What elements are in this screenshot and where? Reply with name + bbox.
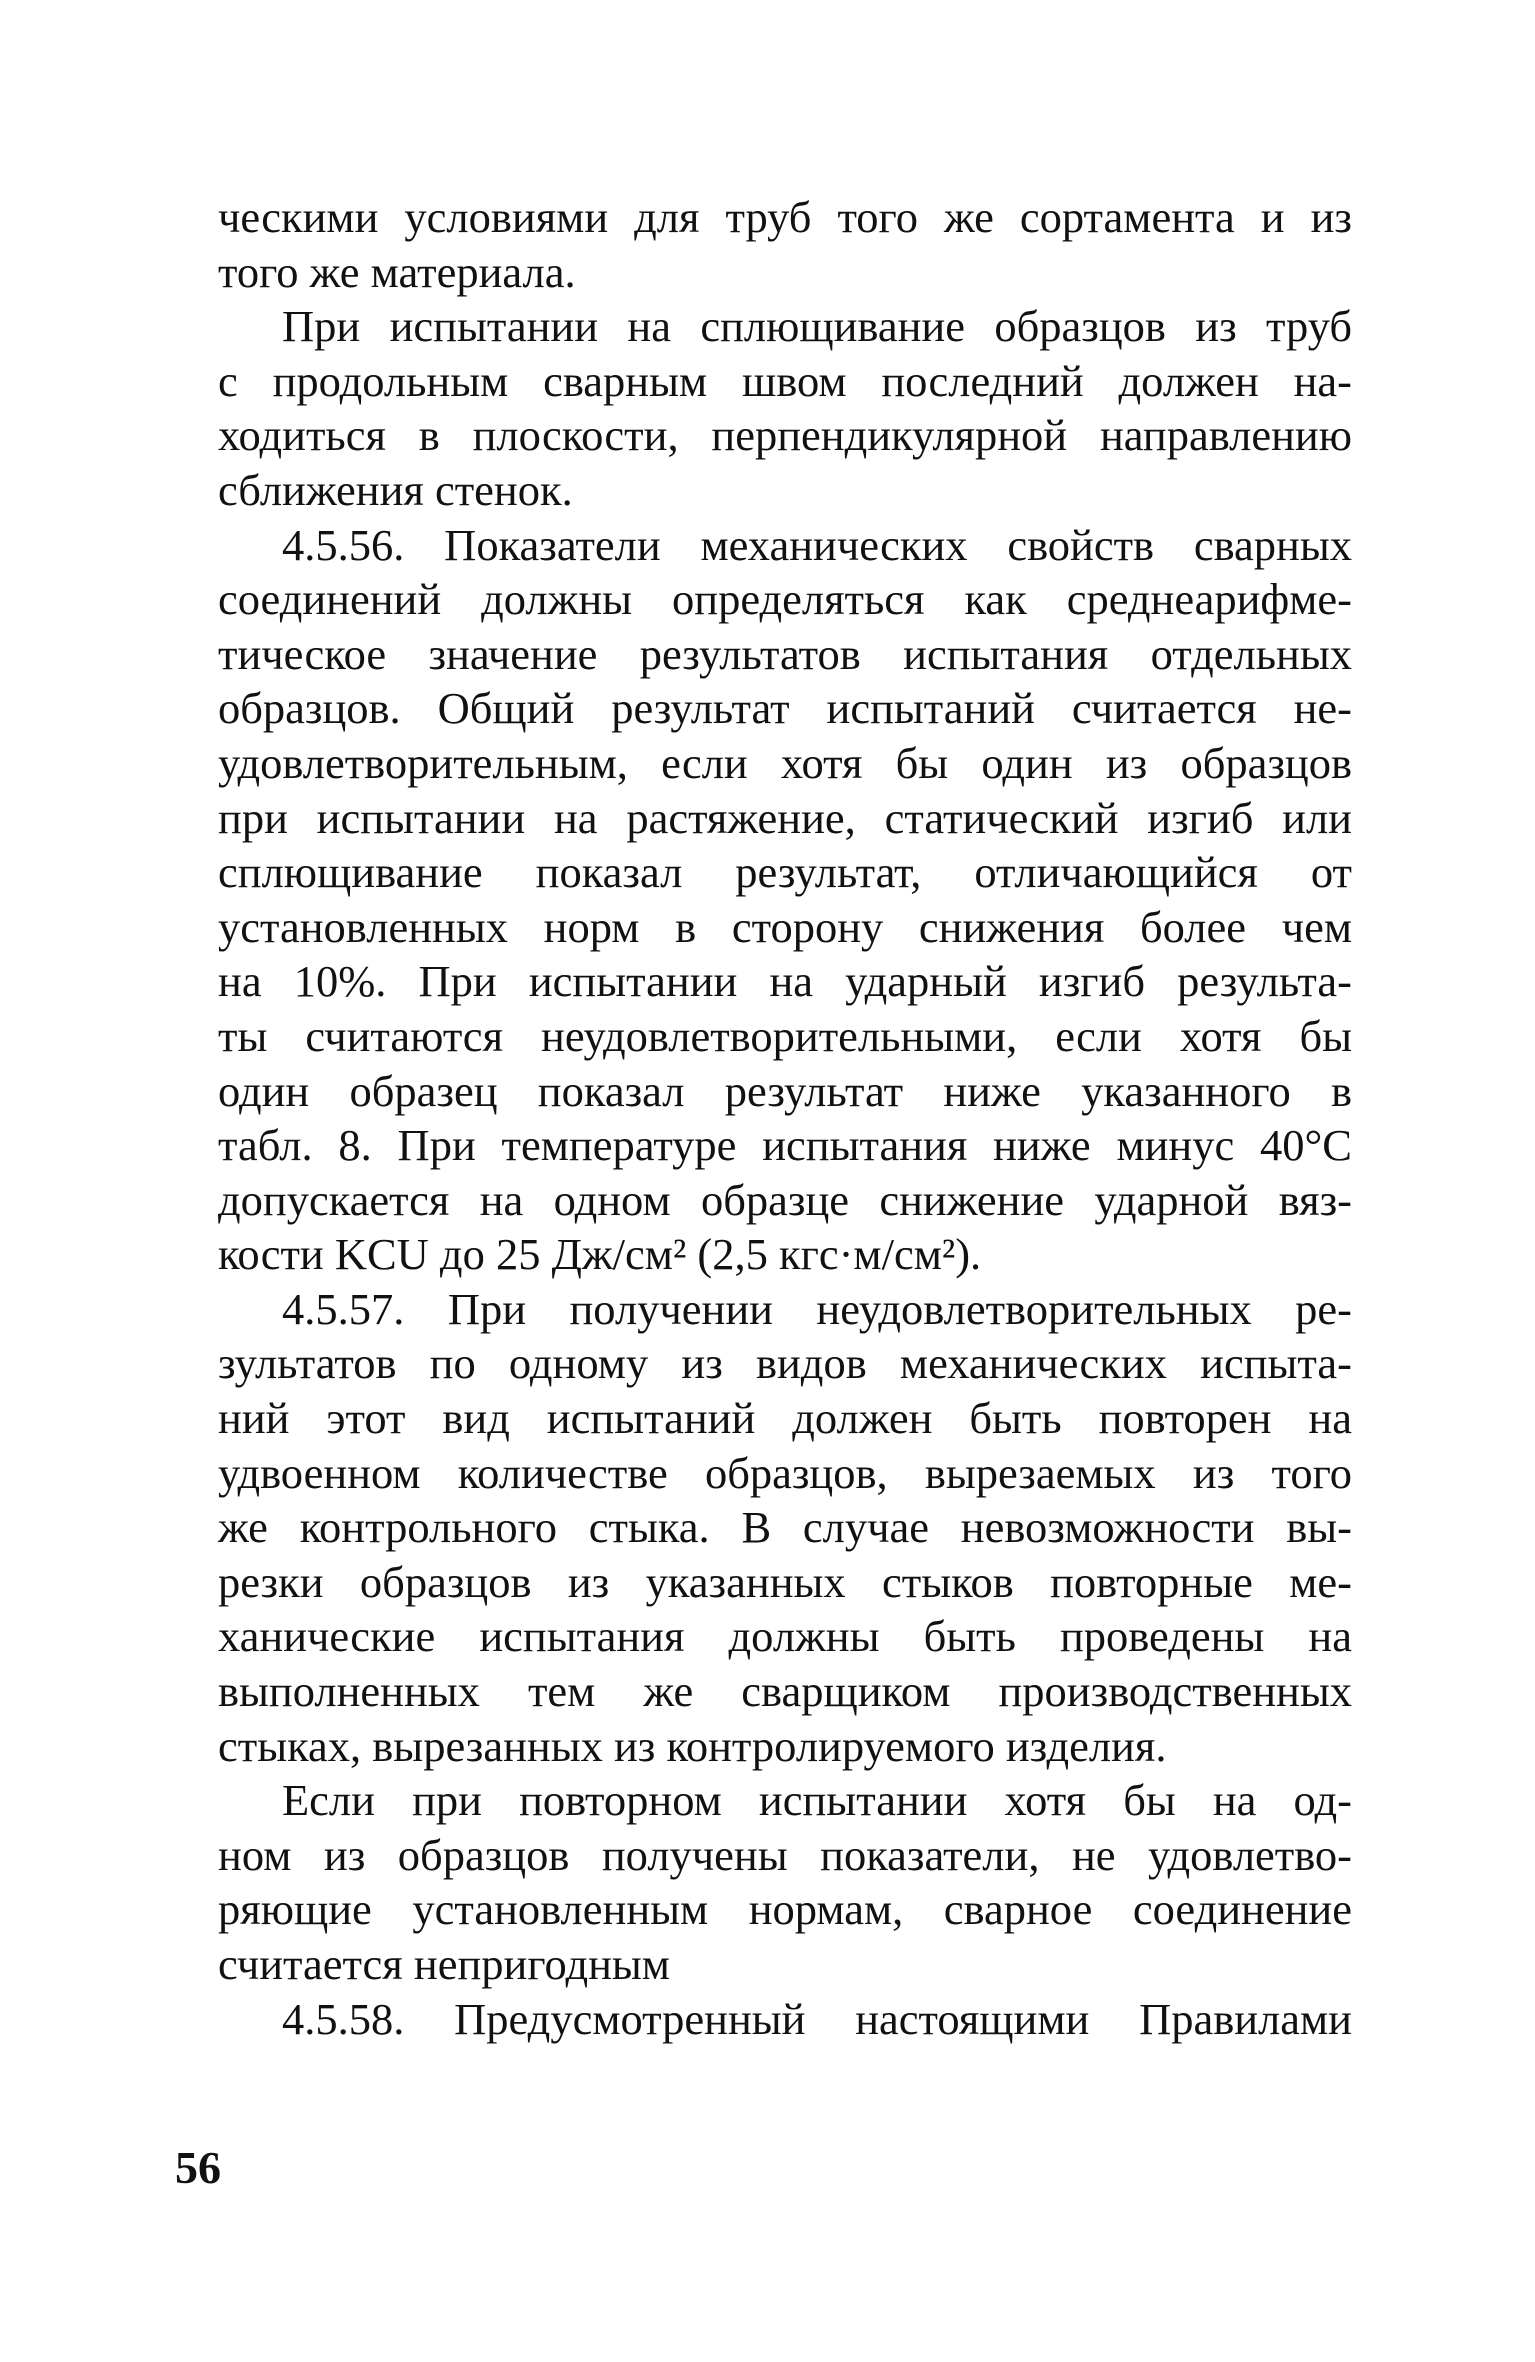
text-line: же контрольного стыка. В случае невозможности вы- [218, 1502, 1352, 1553]
text-line: сближения стенок. [218, 464, 573, 515]
text-line: образцов. Общий результат испытаний считается не- [218, 683, 1352, 734]
text-line: Если при повторном испытании хотя бы на од- [282, 1775, 1352, 1826]
text-line: стыках, вырезанных из контролируемого изделия. [218, 1720, 1167, 1771]
text-line: соединений должны определяться как среднеарифме- [218, 574, 1352, 625]
text-line: удовлетворительным, если хотя бы один из образцов [218, 737, 1352, 788]
text-line: ходиться в плоскости, перпендикулярной направлению [218, 410, 1352, 461]
text-line: ханические испытания должны быть проведены на [218, 1611, 1352, 1662]
text-line: сплющивание показал результат, отличающийся от [218, 847, 1352, 898]
text-line: 4.5.57. При получении неудовлетворительных ре- [282, 1283, 1352, 1334]
text-line: При испытании на сплющивание образцов из труб [282, 301, 1352, 352]
text-line: ний этот вид испытаний должен быть повторен на [218, 1393, 1352, 1444]
text-line: тическое значение результатов испытания отдельных [218, 628, 1352, 679]
paragraph-continuation [218, 190, 1352, 299]
text-line: выполненных тем же сварщиком производственных [218, 1666, 1352, 1717]
page-number: 56 [175, 2142, 221, 2193]
page-body [218, 190, 1352, 2046]
text-line: кости KCU до 25 Дж/см² (2,5 кгс·м/см²). [218, 1229, 982, 1280]
text-line: ты считаются неудовлетворительными, если хотя бы [218, 1010, 1352, 1061]
text-line: с продольным сварным швом последний должен на- [218, 355, 1352, 406]
paragraph-4-5-57 [218, 1282, 1352, 1773]
text-line: на 10%. При испытании на ударный изгиб результа- [218, 956, 1352, 1007]
paragraph-flattening-test [218, 299, 1352, 517]
text-line: 4.5.58. Предусмотренный настоящими Правилами [282, 1993, 1352, 2044]
text-line: считается непригодным [218, 1939, 670, 1989]
paragraph-4-5-56 [218, 518, 1352, 1282]
paragraph-repeat-test [218, 1773, 1352, 1991]
text-line: установленных норм в сторону снижения более чем [218, 901, 1352, 952]
text-line: ряющие установленным нормам, сварное соединение [218, 1884, 1352, 1935]
text-line: зультатов по одному из видов механических испыта- [218, 1338, 1352, 1389]
text-line: ном из образцов получены показатели, не удовлетво- [218, 1829, 1352, 1880]
text-line: резки образцов из указанных стыков повторные ме- [218, 1556, 1352, 1607]
text-line: при испытании на растяжение, статический изгиб или [218, 792, 1352, 843]
text-line: удвоенном количестве образцов, вырезаемых из того [218, 1447, 1352, 1498]
text-line: один образец показал результат ниже указанного в [218, 1065, 1352, 1116]
text-line: того же материала. [218, 246, 576, 297]
text-line: допускается на одном образце снижение ударной вяз- [218, 1174, 1352, 1225]
text-line: 4.5.56. Показатели механических свойств сварных [282, 519, 1352, 570]
text-line: ческими условиями для труб того же сортамента и из [218, 192, 1352, 242]
text-line: табл. 8. При температуре испытания ниже минус 40°С [218, 1120, 1352, 1171]
paragraph-4-5-58 [218, 1992, 1352, 2047]
